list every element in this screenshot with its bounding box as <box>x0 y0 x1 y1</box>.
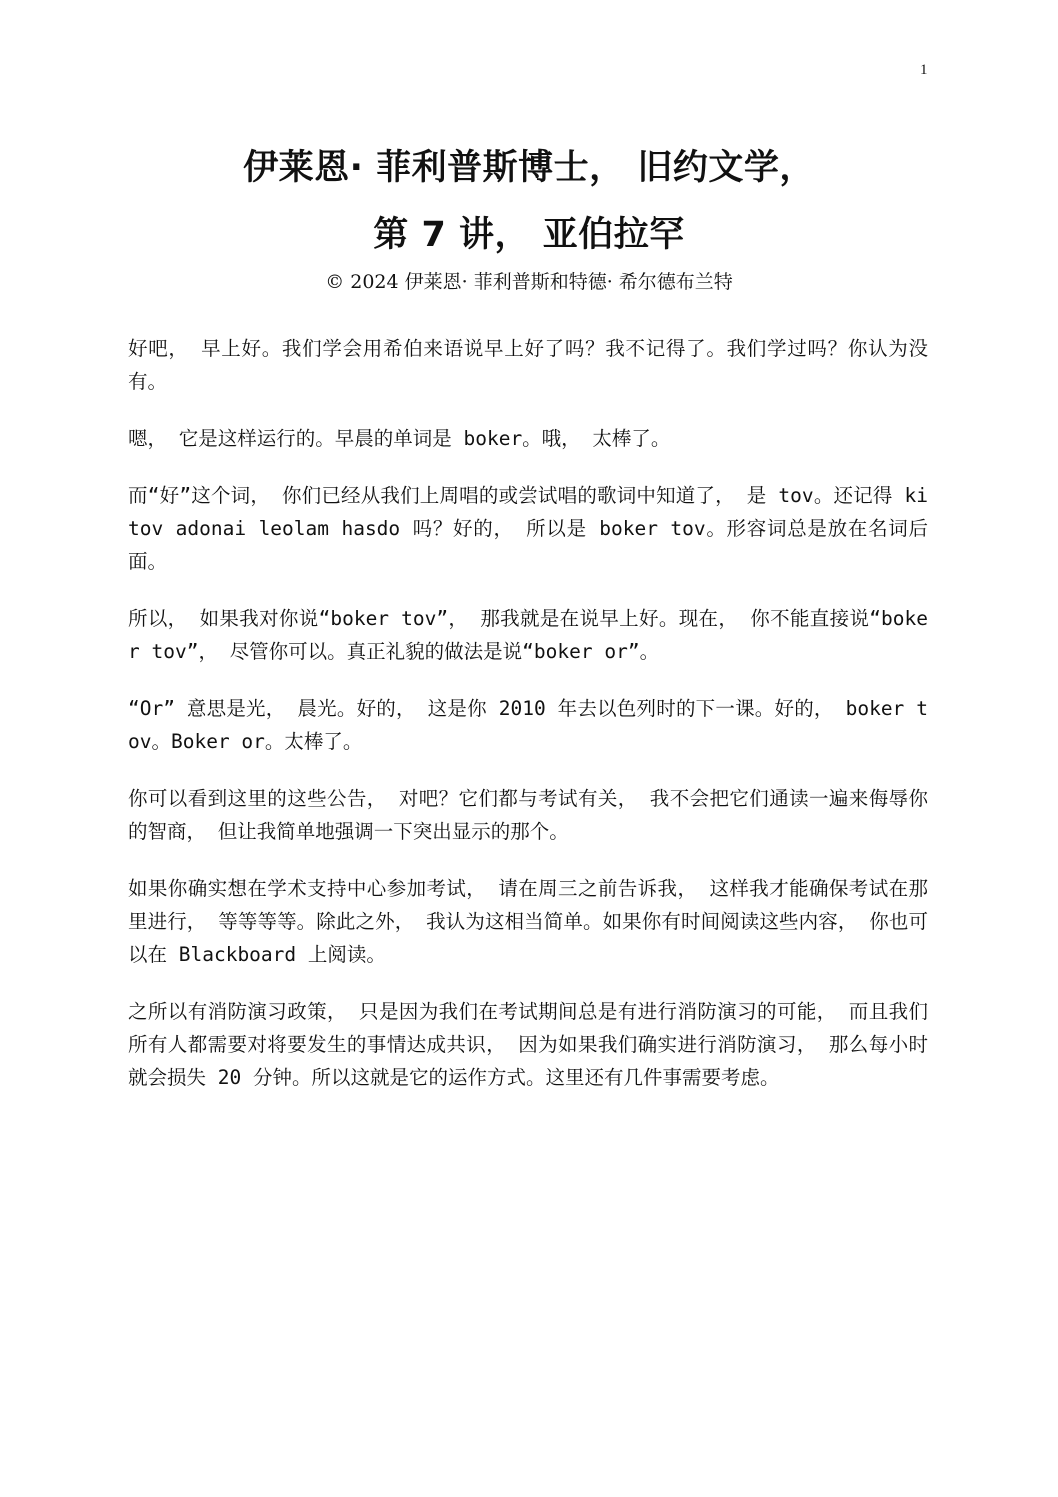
paragraph: 嗯， 它是这样运行的。早晨的单词是 boker。哦， 太棒了。 <box>128 427 671 450</box>
paragraph: 而“好”这个词， 你们已经从我们上周唱的或尝试唱的歌词中知道了， 是 tov。还记得 ki tov adonai leolam hasdo 吗？好的， 所以是 boker tov。形容词总是放在名词后面。 <box>128 484 928 573</box>
document-title: 伊莱恩· 菲利普斯博士， 旧约文学， <box>243 148 815 188</box>
paragraph: “Or” 意思是光， 晨光。好的， 这是你 2010 年去以色列时的下一课。好的， boker tov。Boker or。太棒了。 <box>128 697 928 753</box>
paragraph: 好吧， 早上好。我们学会用希伯来语说早上好了吗？我不记得了。我们学过吗？你认为没有。 <box>128 337 928 393</box>
paragraph: 之所以有消防演习政策， 只是因为我们在考试期间总是有进行消防演习的可能， 而且我们所有人都需要对将要发生的事情达成共识， 因为如果我们确实进行消防演习， 那么每小时就会损失 20 分钟。所以这就是它的运作方式。这里还有几件事需要考虑。 <box>128 1000 928 1089</box>
transcript-body <box>128 332 928 1118</box>
lecture-subtitle: 第 7 讲， 亚伯拉罕 <box>373 215 685 255</box>
paragraph: 你可以看到这里的这些公告， 对吧？它们都与考试有关， 我不会把它们通读一遍来侮辱你的智商， 但让我简单地强调一下突出显示的那个。 <box>128 787 928 843</box>
paragraph: 如果你确实想在学术支持中心参加考试， 请在周三之前告诉我， 这样我才能确保考试在那里进行， 等等等等。除此之外， 我认为这相当简单。如果你有时间阅读这些内容， 你也可以在 Blackboard 上阅读。 <box>128 877 928 966</box>
paragraph: 所以， 如果我对你说“boker tov”， 那我就是在说早上好。现在， 你不能直接说“boker tov”， 尽管你可以。真正礼貌的做法是说“boker or”。 <box>128 607 928 663</box>
page-number: 1 <box>920 62 928 78</box>
copyright-line: © 2024 伊莱恩· 菲利普斯和特德· 希尔德布兰特 <box>325 271 733 293</box>
